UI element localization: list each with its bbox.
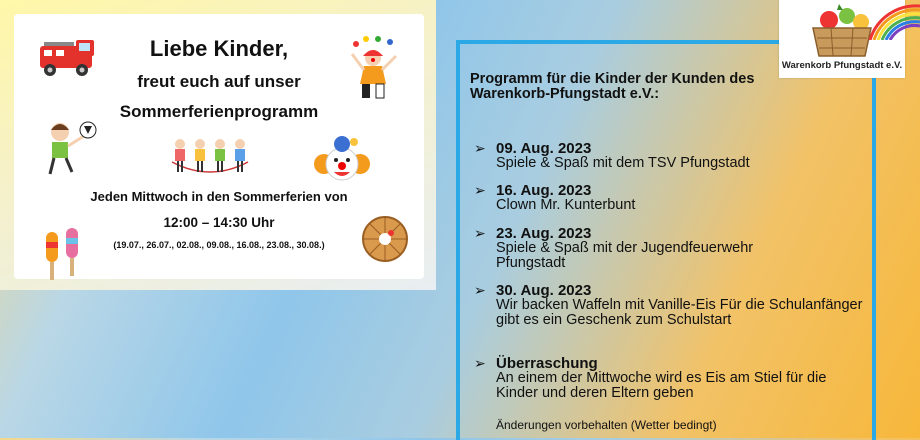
poster-line-1: Liebe Kinder,: [149, 36, 289, 61]
child-ball-icon: [38, 118, 100, 178]
popsicle-icon: [40, 228, 88, 286]
poster-dates: (19.07., 26.07., 02.08., 09.08., 16.08., 23.08., 30.08.): [113, 240, 325, 250]
logo-text: Warenkorb Pfungstadt e.V.: [781, 60, 903, 71]
clown-face-icon: [310, 134, 374, 190]
poster-line-4: Jeden Mittwoch in den Sommerferien von: [90, 189, 348, 204]
item-date: 23. Aug. 2023: [496, 225, 592, 242]
poster-frame: [0, 0, 436, 290]
item-desc: Spiele & Spaß mit der Jugendfeuerwehr Pfungstadt: [496, 240, 754, 271]
program-box: [456, 40, 876, 440]
juggler-clown-icon: [346, 36, 406, 104]
arrow-bullet-icon: ➢: [474, 355, 486, 371]
poster-card: [14, 14, 424, 279]
children-jump-rope-icon: [162, 134, 258, 178]
item-date: Überraschung: [496, 355, 598, 372]
item-desc: Wir backen Waffeln mit Vanille-Eis Für die Schulanfänger gibt es ein Geschenk zum Schulstart: [496, 297, 863, 328]
poster-time: 12:00 – 14:30 Uhr: [163, 215, 275, 230]
poster-line-3: Sommerferienprogramm: [119, 102, 319, 121]
poster-line-2: freut euch auf unser: [137, 72, 301, 91]
waffle-icon: [360, 214, 410, 264]
item-desc: An einem der Mittwoche wird es Eis am Stiel für die Kinder und deren Eltern geben: [496, 370, 827, 401]
arrow-bullet-icon: ➢: [474, 140, 486, 156]
rainbow-icon: [868, 0, 920, 40]
item-desc: Clown Mr. Kunterbunt: [496, 197, 636, 213]
fire-truck-icon: [36, 36, 102, 80]
item-desc: Spiele & Spaß mit dem TSV Pfungstadt: [496, 155, 750, 171]
basket-logo-icon: [807, 4, 877, 60]
arrow-bullet-icon: ➢: [474, 182, 486, 198]
item-date: 30. Aug. 2023: [496, 282, 592, 299]
program-note: Änderungen vorbehalten (Wetter bedingt): [496, 418, 717, 432]
item-date: 16. Aug. 2023: [496, 182, 592, 199]
program-heading: Programm für die Kinder der Kunden des Warenkorb-Pfungstadt e.V.:: [470, 71, 755, 102]
item-date: 09. Aug. 2023: [496, 140, 592, 157]
arrow-bullet-icon: ➢: [474, 225, 486, 241]
arrow-bullet-icon: ➢: [474, 282, 486, 298]
